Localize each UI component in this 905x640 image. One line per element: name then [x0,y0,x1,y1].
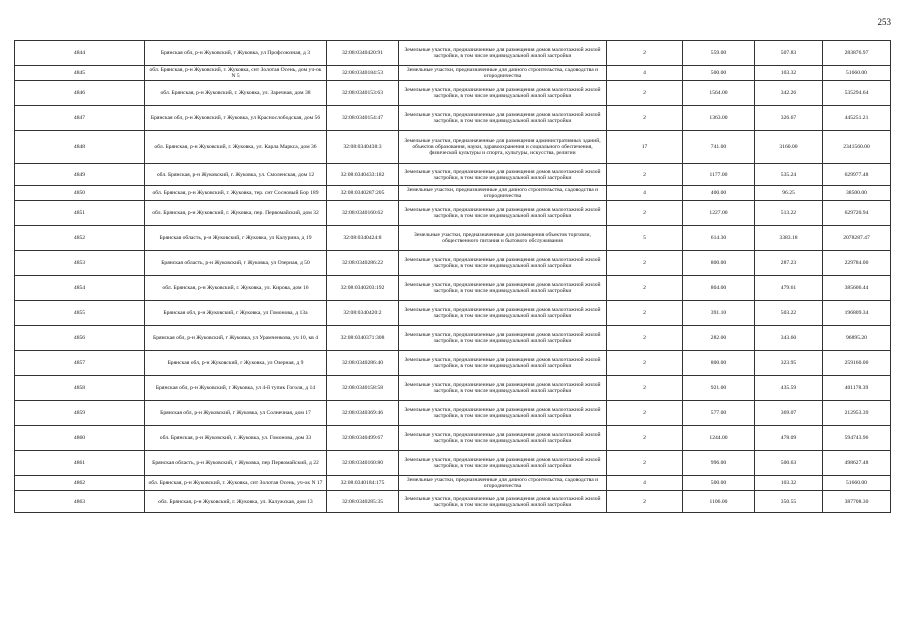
row-cadastral-number: 32:08:0340433:182 [327,164,399,186]
row-permitted-use: Земельные участки, предназначенные для размещения домов малоэтажной жилой застройки, в том числе индивидуальной жилой застройки [399,491,607,513]
row-area: 1564.00 [683,81,755,106]
row-number: 4846 [15,81,145,106]
row-cadastral-number: 32:08:0340184:175 [327,476,399,491]
table-row [15,451,891,476]
row-address: обл. Брянская, р-н Жуковский, г. Жуковка, ул. Заречная, дом 38 [145,81,327,106]
table-row [15,66,891,81]
row-area: 921.00 [683,376,755,401]
row-area: 1363.00 [683,106,755,131]
row-address: Брянская область, р-н Жуковский, г Жуковка, пер Первомайский, д 22 [145,451,327,476]
row-number: 4861 [15,451,145,476]
row-address: Брянская обл, р-н Жуковский, г Жуковка, ул Урамченкова, уч 10, кв 4 [145,326,327,351]
row-specific-value: 323.95 [755,351,823,376]
row-address: Брянская обл, р-н Жуковский, г Жуковка, ул Гомонова, д 13а [145,301,327,326]
row-number: 4863 [15,491,145,513]
row-cadastral-number: 32:08:0340203:192 [327,276,399,301]
row-number: 4853 [15,251,145,276]
row-permitted-use: Земельные участки, предназначенные для размещения административных зданий, объектов образования, науки, здравоохранения и социального обеспечения, физической культуры и спорта, культуры, искусства, религии [399,131,607,164]
row-specific-value: 500.63 [755,451,823,476]
row-permitted-use: Земельные участки, предназначенные для размещения домов малоэтажной жилой застройки, в том числе индивидуальной жилой застройки [399,276,607,301]
row-permitted-use: Земельные участки, предназначенные для размещения домов малоэтажной жилой застройки, в том числе индивидуальной жилой застройки [399,426,607,451]
row-cadastral-number: 32:08:0340287:205 [327,186,399,201]
row-permitted-use: Земельные участки, предназначенные для размещения домов малоэтажной жилой застройки, в том числе индивидуальной жилой застройки [399,351,607,376]
table-row [15,251,891,276]
row-permitted-use: Земельные участки, предназначенные для размещения домов малоэтажной жилой застройки, в том числе индивидуальной жилой застройки [399,401,607,426]
row-cadastral-value: 535294.64 [823,81,891,106]
row-area: 800.00 [683,251,755,276]
table-row [15,351,891,376]
row-cadastral-value: 445251.21 [823,106,891,131]
row-number: 4854 [15,276,145,301]
row-use-group: 2 [607,326,683,351]
row-area: 800.00 [683,351,755,376]
row-permitted-use: Земельные участки, предназначенные для дачного строительства, садоводства и огородничества [399,66,607,81]
row-specific-value: 96.25 [755,186,823,201]
row-cadastral-value: 385606.44 [823,276,891,301]
row-specific-value: 3160.00 [755,131,823,164]
row-area: 1177.00 [683,164,755,186]
row-cadastral-number: 32:08:0340286:40 [327,351,399,376]
table-row [15,476,891,491]
row-use-group: 2 [607,451,683,476]
row-permitted-use: Земельные участки, предназначенные для размещения домов малоэтажной жилой застройки, в том числе индивидуальной жилой застройки [399,81,607,106]
row-cadastral-number: 32:08:0340153:63 [327,81,399,106]
row-cadastral-number: 32:08:0340420:2 [327,301,399,326]
row-cadastral-value: 51660.00 [823,476,891,491]
row-use-group: 4 [607,476,683,491]
table-row [15,81,891,106]
row-specific-value: 478.09 [755,426,823,451]
row-use-group: 2 [607,401,683,426]
row-cadastral-number: 32:08:0340499:67 [327,426,399,451]
row-address: обл. Брянская, р-н Жуковский, г. Жуковка, снт Золотая Осень, дом уч-ок N 5 [145,66,327,81]
row-cadastral-value: 629720.94 [823,201,891,226]
row-address: Брянская обл, р-н Жуковский, г Жуковка, ул 4-й тупик Гоголя, д 14 [145,376,327,401]
row-specific-value: 287.23 [755,251,823,276]
row-number: 4845 [15,66,145,81]
row-cadastral-number: 32:08:0340424:8 [327,226,399,251]
row-area: 996.00 [683,451,755,476]
row-use-group: 2 [607,376,683,401]
row-cadastral-value: 387708.30 [823,491,891,513]
table-row [15,201,891,226]
row-specific-value: 435.59 [755,376,823,401]
row-area: 741.00 [683,131,755,164]
table-row [15,301,891,326]
row-cadastral-value: 2341560.00 [823,131,891,164]
row-permitted-use: Земельные участки, предназначенные для размещения домов малоэтажной жилой застройки, в том числе индивидуальной жилой застройки [399,41,607,66]
row-use-group: 2 [607,351,683,376]
row-cadastral-value: 51660.00 [823,66,891,81]
row-area: 500.00 [683,66,755,81]
row-specific-value: 350.55 [755,491,823,513]
table-body [15,41,891,513]
row-area: 614.30 [683,226,755,251]
row-address: обл. Брянская, р-н Жуковский, г. Жуковка, снт Золотая Осень, уч-ок N 17 [145,476,327,491]
row-permitted-use: Земельные участки, предназначенные для размещения домов малоэтажной жилой застройки, в том числе индивидуальной жилой застройки [399,451,607,476]
row-cadastral-value: 38500.00 [823,186,891,201]
row-area: 500.00 [683,476,755,491]
row-permitted-use: Земельные участки, предназначенные для размещения объектов торговли, общественного питания и бытового обслуживания [399,226,607,251]
row-specific-value: 535.24 [755,164,823,186]
row-specific-value: 343.60 [755,326,823,351]
row-area: 1244.00 [683,426,755,451]
row-cadastral-number: 32:08:0340285:35 [327,491,399,513]
row-cadastral-number: 32:08:0340160:80 [327,451,399,476]
row-cadastral-number: 32:08:0340160:62 [327,201,399,226]
row-cadastral-value: 594743.96 [823,426,891,451]
row-address: Брянская обл, р-н Жуковский, г Жуковка, ул Профсоюзная, д 3 [145,41,327,66]
row-cadastral-value: 401178.39 [823,376,891,401]
row-permitted-use: Земельные участки, предназначенные для дачного строительства, садоводства и огородничества [399,476,607,491]
table-row [15,164,891,186]
row-specific-value: 3383.18 [755,226,823,251]
row-use-group: 2 [607,81,683,106]
row-specific-value: 513.22 [755,201,823,226]
row-specific-value: 507.83 [755,41,823,66]
row-specific-value: 503.22 [755,301,823,326]
row-cadastral-number: 32:08:0340158:58 [327,376,399,401]
row-cadastral-number: 32:08:0340371:308 [327,326,399,351]
row-specific-value: 479.61 [755,276,823,301]
row-use-group: 2 [607,426,683,451]
row-cadastral-value: 2078287.47 [823,226,891,251]
row-specific-value: 103.32 [755,66,823,81]
page-number: 253 [877,17,891,27]
row-area: 577.00 [683,401,755,426]
row-address: Брянская обл, р-н Жуковский, г Жуковка, ул Озерная, д 9 [145,351,327,376]
row-use-group: 4 [607,186,683,201]
row-address: Брянская область, р-н Жуковский, г Жуковка, ул Озерная, д 50 [145,251,327,276]
table-row [15,491,891,513]
row-number: 4851 [15,201,145,226]
row-number: 4852 [15,226,145,251]
row-cadastral-value: 229784.00 [823,251,891,276]
row-cadastral-number: 32:08:0340369:46 [327,401,399,426]
row-use-group: 4 [607,66,683,81]
row-area: 391.10 [683,301,755,326]
table-row [15,186,891,201]
table-row [15,106,891,131]
table-row [15,401,891,426]
row-number: 4859 [15,401,145,426]
row-number: 4856 [15,326,145,351]
row-number: 4847 [15,106,145,131]
row-cadastral-value: 96895.20 [823,326,891,351]
row-cadastral-value: 259160.00 [823,351,891,376]
row-address: обл. Брянская, р-н Жуковский, г. Жуковка, ул. Смоленская, дом 12 [145,164,327,186]
row-cadastral-value: 196809.34 [823,301,891,326]
row-address: обл. Брянская, р-н Жуковский, г. Жуковка, ул. Карла Маркса, дом 36 [145,131,327,164]
table-row [15,41,891,66]
row-area: 1227.00 [683,201,755,226]
row-use-group: 2 [607,41,683,66]
row-permitted-use: Земельные участки, предназначенные для размещения домов малоэтажной жилой застройки, в том числе индивидуальной жилой застройки [399,106,607,131]
row-address: обл. Брянская, р-н Жуковский, г. Жуковка, ул. Калужская, дом 13 [145,491,327,513]
row-cadastral-value: 498627.48 [823,451,891,476]
table-row [15,376,891,401]
cadastral-value-table [14,40,891,513]
row-permitted-use: Земельные участки, предназначенные для размещения домов малоэтажной жилой застройки, в том числе индивидуальной жилой застройки [399,301,607,326]
row-address: обл. Брянская, р-н Жуковский, г. Жуковка, пер. Первомайский, дом 32 [145,201,327,226]
row-specific-value: 369.07 [755,401,823,426]
row-cadastral-number: 32:08:0340420:91 [327,41,399,66]
row-number: 4857 [15,351,145,376]
row-address: обл. Брянская, р-н Жуковский, г. Жуковка, тер. снт Сосновый Бор 189 [145,186,327,201]
row-cadastral-number: 32:08:0340184:53 [327,66,399,81]
table-row [15,131,891,164]
row-address: Брянская обл, р-н Жуковский, г Жуковка, ул Солнечная, дом 17 [145,401,327,426]
table-row [15,426,891,451]
row-use-group: 2 [607,301,683,326]
row-area: 282.00 [683,326,755,351]
row-area: 559.00 [683,41,755,66]
row-permitted-use: Земельные участки, предназначенные для размещения домов малоэтажной жилой застройки, в том числе индивидуальной жилой застройки [399,326,607,351]
row-address: обл. Брянская, р-н Жуковский, г. Жуковка, ул. Кирова, дом 16 [145,276,327,301]
row-specific-value: 342.26 [755,81,823,106]
row-area: 804.00 [683,276,755,301]
table-row [15,276,891,301]
row-number: 4862 [15,476,145,491]
row-number: 4844 [15,41,145,66]
row-use-group: 2 [607,164,683,186]
row-permitted-use: Земельные участки, предназначенные для размещения домов малоэтажной жилой застройки, в том числе индивидуальной жилой застройки [399,201,607,226]
row-address: Брянская обл, р-н Жуковский, г Жуковка, ул Краснослободская, дом 56 [145,106,327,131]
row-number: 4849 [15,164,145,186]
table-row [15,326,891,351]
row-specific-value: 103.32 [755,476,823,491]
table-row [15,226,891,251]
row-use-group: 2 [607,106,683,131]
row-number: 4850 [15,186,145,201]
row-number: 4848 [15,131,145,164]
row-cadastral-value: 283876.97 [823,41,891,66]
row-permitted-use: Земельные участки, предназначенные для размещения домов малоэтажной жилой застройки, в том числе индивидуальной жилой застройки [399,164,607,186]
row-use-group: 17 [607,131,683,164]
row-permitted-use: Земельные участки, предназначенные для дачного строительства, садоводства и огородничества [399,186,607,201]
row-use-group: 2 [607,276,683,301]
row-use-group: 5 [607,226,683,251]
row-cadastral-value: 629977.48 [823,164,891,186]
row-specific-value: 326.67 [755,106,823,131]
row-area: 400.00 [683,186,755,201]
row-number: 4858 [15,376,145,401]
row-permitted-use: Земельные участки, предназначенные для размещения домов малоэтажной жилой застройки, в том числе индивидуальной жилой застройки [399,251,607,276]
row-cadastral-value: 212953.39 [823,401,891,426]
row-cadastral-number: 32:08:0340286:22 [327,251,399,276]
row-number: 4860 [15,426,145,451]
row-permitted-use: Земельные участки, предназначенные для размещения домов малоэтажной жилой застройки, в том числе индивидуальной жилой застройки [399,376,607,401]
row-address: обл. Брянская, р-н Жуковский, г. Жуковка, ул. Гомонова, дом 33 [145,426,327,451]
row-area: 1106.00 [683,491,755,513]
row-address: Брянская область, р-н Жуковский, г Жуковка, ул Калурина, д 19 [145,226,327,251]
row-use-group: 2 [607,491,683,513]
row-cadastral-number: 32:08:0340438:3 [327,131,399,164]
row-use-group: 2 [607,251,683,276]
row-cadastral-number: 32:08:0340154:47 [327,106,399,131]
row-use-group: 2 [607,201,683,226]
row-number: 4855 [15,301,145,326]
